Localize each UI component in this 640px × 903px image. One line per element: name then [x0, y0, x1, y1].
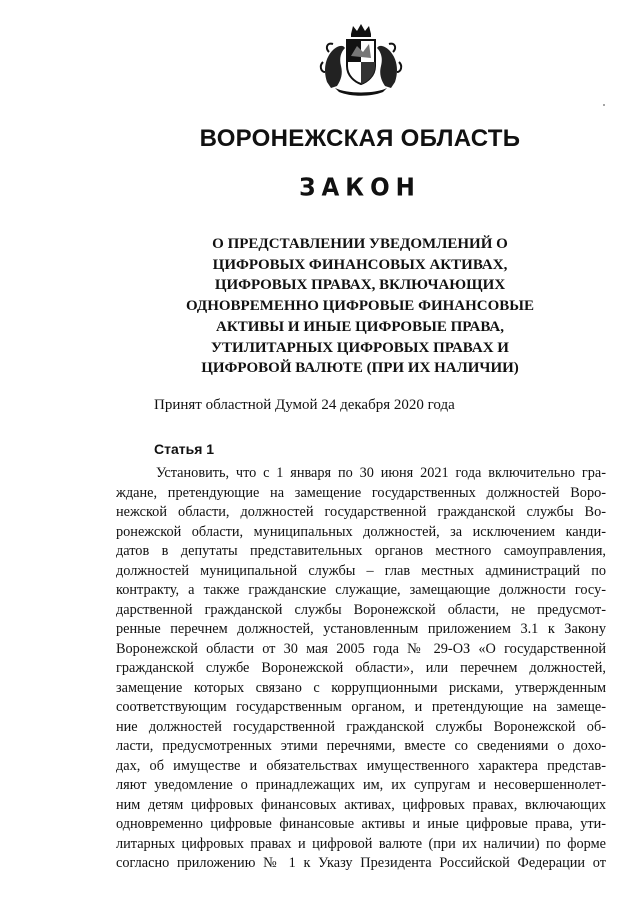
title-line: ЦИФРОВОЙ ВАЛЮТЕ (ПРИ ИХ НАЛИЧИИ): [201, 360, 519, 377]
coat-of-arms-emblem: [313, 22, 409, 98]
article-line: ронежской области, муниципальных должностей, за исключением канди-: [116, 523, 606, 540]
article-line: дарственной гражданской службы Воронежской области, не предусмот-: [116, 601, 606, 618]
title-line: О ПРЕДСТАВЛЕНИИ УВЕДОМЛЕНИЙ О: [212, 236, 508, 252]
article-line: должностей муниципальной службы – глав местных администраций по: [116, 562, 606, 579]
adoption-note: Принят областной Думой 24 декабря 2020 года: [154, 397, 455, 413]
article-body: [116, 464, 606, 874]
article-line: согласно приложению № 1 к Указу Президента Российской Федерации от: [116, 855, 606, 871]
article-heading: Статья 1: [154, 441, 215, 457]
title-line: УТИЛИТАРНЫХ ЦИФРОВЫХ ПРАВАХ И: [211, 339, 509, 356]
article-line: ние должностей государственной гражданской службы Воронежской об-: [116, 718, 606, 735]
region-heading: ВОРОНЕЖСКАЯ ОБЛАСТЬ: [199, 125, 521, 152]
law-title: [170, 234, 550, 379]
article-line: одновременно цифровые финансовые активы и иные цифровые права, ути-: [116, 816, 606, 832]
article-line: гражданской службе Воронежской области», или перечнем должностей,: [116, 660, 606, 676]
article-line: соответствующим государственным органом, и претендующие на замеще-: [116, 699, 606, 715]
title-line: ЦИФРОВЫХ ПРАВАХ, ВКЛЮЧАЮЩИХ: [214, 277, 506, 294]
article-line: Установить, что с 1 января по 30 июня 2021 года включительно гра-: [156, 465, 606, 481]
document-type-heading: ЗАКОН: [299, 173, 421, 203]
article-line: дах, об имуществе и обязательствах имущественного характера представ-: [116, 757, 606, 774]
article-line: ляют уведомление о принадлежащих им, их супругам и несовершеннолет-: [116, 777, 606, 793]
article-line: ласти, предусмотренных этими перечнями, вместе со сведениями о дохо-: [116, 738, 606, 754]
article-line: замещение которых связано с коррупционными рисками, утвержденным: [116, 679, 606, 696]
article-line: нежской области, должностей государственной гражданской службы Во-: [116, 504, 606, 520]
article-line: ренные перечнем должностей, установленным приложением 3.1 к Закону: [116, 621, 606, 637]
title-line: ОДНОВРЕМЕННО ЦИФРОВЫЕ ФИНАНСОВЫЕ: [185, 298, 535, 315]
article-line: ждане, претендующие на замещение государственных должностей Воро-: [116, 484, 606, 501]
scan-speck: [603, 104, 605, 106]
article-line: датов в депутаты представительных органов местного самоуправления,: [116, 543, 606, 559]
article-line: Воронежской области от 30 мая 2005 года № 29-ОЗ «О государственной: [116, 640, 606, 657]
article-line: ним детям цифровых финансовых активах, цифровых правах, включающих: [116, 796, 606, 813]
title-line: АКТИВЫ И ИНЫЕ ЦИФРОВЫЕ ПРАВА,: [216, 318, 504, 335]
article-line: литарных цифровых правах и цифровой валюте (при их наличии) по форме: [116, 835, 606, 852]
title-line: ЦИФРОВЫХ ФИНАНСОВЫХ АКТИВАХ,: [212, 256, 508, 273]
article-line: контракту, а также гражданские служащие, замещающие должности госу-: [116, 582, 606, 598]
